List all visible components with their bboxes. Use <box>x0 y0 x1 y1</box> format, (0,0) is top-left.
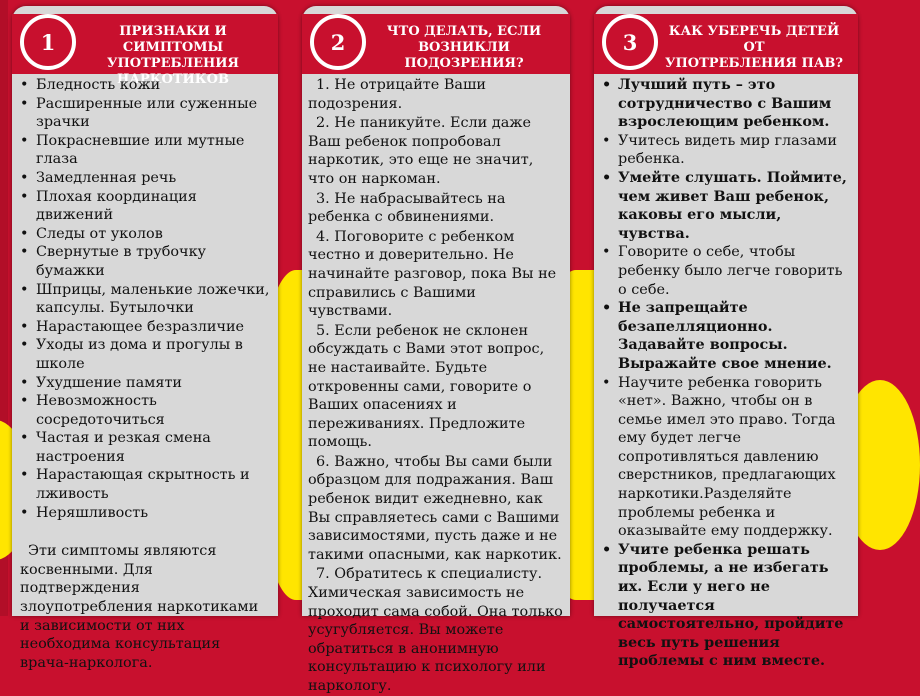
step-item: 1. Не отрицайте Ваши подозрения. <box>308 77 486 112</box>
panel-number-badge: 3 <box>602 14 658 70</box>
panel-symptoms <box>12 6 278 671</box>
list-item: • Следы от уколов <box>36 225 272 244</box>
list-item: • Нарастающая скрытность и лживость <box>36 466 272 503</box>
list-item: • Неряшливость <box>36 504 272 523</box>
list-item: • Лучший путь – это сотрудничество с Вашим взрослеющим ребенком. <box>618 76 852 132</box>
panel-title: ПРИЗНАКИ И СИМПТОМЫ УПОТРЕБЛЕНИЯ НАРКОТИКОВ <box>106 24 240 87</box>
list-item: • Учите ребенка решать проблемы, а не избегать их. Если у него не получается самостоятельно, пройдите весь путь решения проблемы с ним вместе. <box>618 541 852 671</box>
panel-title: ЧТО ДЕЛАТЬ, ЕСЛИ ВОЗНИКЛИ ПОДОЗРЕНИЯ? <box>386 24 542 71</box>
step-item: 5. Если ребенок не склонен обсуждать с Вами этот вопрос, не настаивайте. Будьте откровенны сами, говорите о Ваших опасениях и переживаниях. Предложите помощь. <box>308 322 545 451</box>
list-item: • Научите ребенка говорить «нет». Важно, чтобы он в семье имел это право. Тогда ему будет легче сопротивляться давлению сверстников, предлагающих наркотики.Разделяйте проблемы ребенка и оказывайте ему поддержку. <box>618 374 852 541</box>
list-item: • Частая и резкая смена настроения <box>36 429 272 466</box>
panel-body <box>600 76 852 670</box>
symptoms-note: Эти симптомы являются косвенными. Для подтверждения злоупотребления наркотиками и зависимости от них необходима консультация врача-нарколога. <box>20 543 259 671</box>
list-item: • Свернутые в трубочку бумажки <box>36 243 272 280</box>
panel-header <box>302 14 570 74</box>
step-item: 4. Поговорите с ребенком честно и доверительно. Не начинайте разговор, пока Вы не справились с Вашими чувствами. <box>308 228 557 320</box>
list-item: • Говорите о себе, чтобы ребенку было легче говорить о себе. <box>618 243 852 299</box>
list-item: • Невозможность сосредоточиться <box>36 392 272 429</box>
list-item: • Уходы из дома и прогулы в школе <box>36 336 272 373</box>
panel-number-badge: 2 <box>310 14 366 70</box>
panel-title: КАК УБЕРЕЧЬ ДЕТЕЙ ОТ УПОТРЕБЛЕНИЯ ПАВ? <box>664 24 844 71</box>
panel-suspicions <box>302 6 570 694</box>
prevention-list <box>600 76 852 671</box>
step-item: 3. Не набрасывайтесь на ребенка с обвинениями. <box>308 190 506 226</box>
panel-body <box>18 76 272 671</box>
list-item: • Учитесь видеть мир глазами ребенка. <box>618 132 852 169</box>
step-item: 7. Обратитесь к специалисту. Химическая зависимость не проходит сама собой. Она только усугубляется. Вы можете обратиться в анонимную консультацию к психологу или наркологу. <box>308 566 563 694</box>
step-item: 2. Не паникуйте. Если даже Ваш ребенок попробовал наркотик, это еще не значит, что он наркоман. <box>308 115 534 187</box>
list-item: • Не запрещайте безапелляционно. Задавайте вопросы. Выражайте свое мнение. <box>618 299 852 373</box>
list-item: • Умейте слушать. Поймите, чем живет Ваш ребенок, каковы его мысли, чувства. <box>618 169 852 243</box>
list-item: • Расширенные или суженные зрачки <box>36 95 272 132</box>
list-item: • Шприцы, маленькие ложечки, капсулы. Бутылочки <box>36 281 272 318</box>
panel-header <box>594 14 858 74</box>
panel-body <box>308 76 564 694</box>
symptoms-list <box>18 76 272 522</box>
list-item: • Покрасневшие или мутные глаза <box>36 132 272 169</box>
panel-prevention <box>594 6 858 670</box>
step-item: 6. Важно, чтобы Вы сами были образцом для подражания. Ваш ребенок видит ежедневно, как Вы справляетесь сами с Вашими зависимостями, пусть даже и не такими опасными, как наркотик. <box>308 453 562 563</box>
list-item: • Замедленная речь <box>36 169 272 188</box>
list-item: • Бледность кожи <box>36 76 272 95</box>
list-item: • Плохая координация движений <box>36 188 272 225</box>
list-item: • Ухудшение памяти <box>36 374 272 393</box>
panel-number-badge: 1 <box>20 14 76 70</box>
list-item: • Нарастающее безразличие <box>36 318 272 337</box>
